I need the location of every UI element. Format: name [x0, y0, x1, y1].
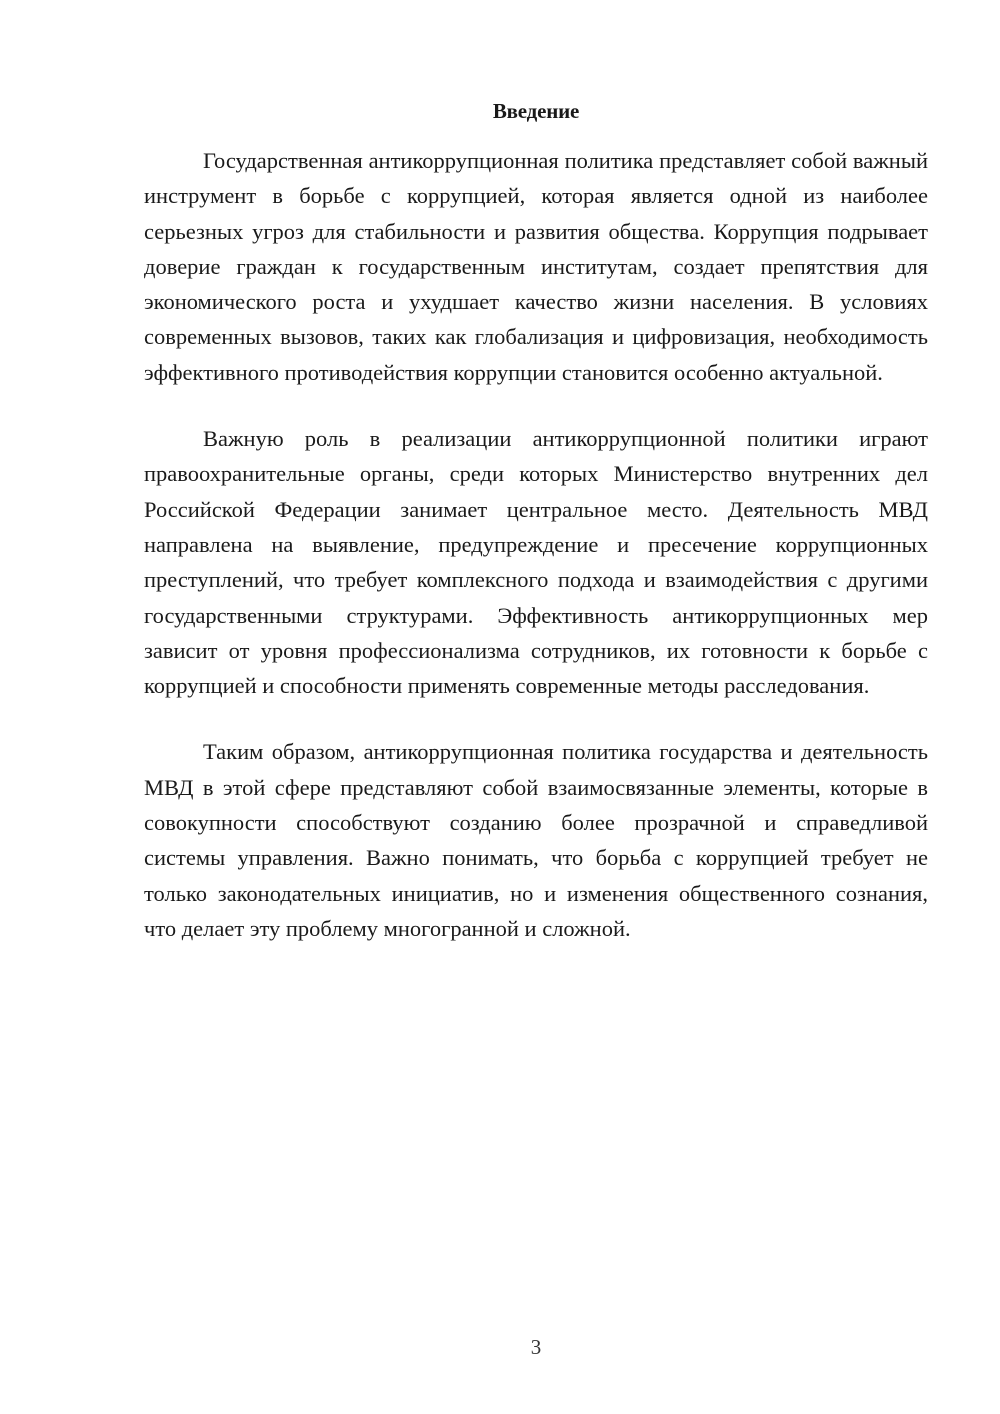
paragraph-2: Важную роль в реализации антикоррупционной политики играют правоохранительные органы, среди которых Министерство внутренних дел Российской Федерации занимает центральное место. Деятельность МВД направлена на выявление, предупреждение и пресечение коррупционных преступлений, что требует комплексного подхода и взаимодействия с другими государственными структурами. Эффективность антикоррупционных мер зависит от уровня профессионализма сотрудников, их готовности к борьбе с коррупцией и способности применять современные методы расследования.: [144, 426, 928, 699]
page-number: 3: [530, 1335, 542, 1359]
paragraph-1: Государственная антикоррупционная политика представляет собой важный инструмент в борьбе с коррупцией, которая является одной из наиболее серьезных угроз для стабильности и развития общества. Коррупция подрывает доверие граждан к государственным институтам, создает препятствия для экономического роста и ухудшает качество жизни населения. В условиях современных вызовов, таких как глобализация и цифровизация, необходимость эффективного противодействия коррупции становится особенно актуальной.: [144, 148, 928, 385]
section-title: Введение: [492, 99, 580, 123]
body-text: [144, 143, 928, 977]
paragraph-3: Таким образом, антикоррупционная политика государства и деятельность МВД в этой сфере представляют собой взаимосвязанные элементы, которые в совокупности способствуют созданию более прозрачной и справедливой системы управления. Важно понимать, что борьба с коррупцией требует не только законодательных инициатив, но и изменения общественного сознания, что делает эту проблему многогранной и сложной.: [144, 739, 928, 941]
